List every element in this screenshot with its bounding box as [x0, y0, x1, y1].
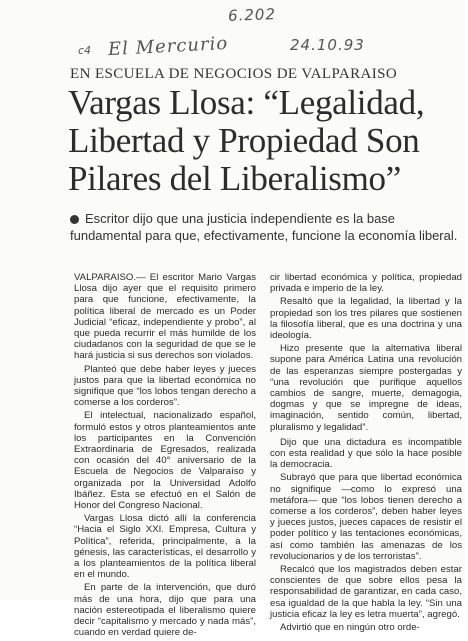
- article-headline: [68, 84, 468, 198]
- paragraph: Planteó que debe haber leyes y jueces justos para que la libertad económica no signifique que “los lobos tengan derecho a comerse a los corderos”.: [74, 363, 256, 409]
- handwritten-publication: El Mercurio: [107, 32, 229, 61]
- deck-text: Escritor dijo que una justicia independiente es la base fundamental para que, efectivamente, funcione la economía liberal.: [70, 211, 458, 243]
- paragraph: VALPARAISO.— El escritor Mario Vargas Llosa dijo ayer que el requisito primero para que funcione, efectivamente, la política liberal de mercado es un Poder Judicial “eficaz, independiente y probo”, al que pueda recurrir el más humilde de los ciudadanos con la seguridad de que se le hará justicia si sus derechos son violados.: [74, 272, 256, 362]
- paragraph: Subrayó que para que libertad económica no signifique —como lo expresó una metáfora— que “los lobos tienen derecho a comerse a los corderos”, deben haber leyes y jueces justos, jueces capaces de resistir el poder político y las tentaciones económicas, así como también las amenazas de los revolucionarios y de los terroristas”.: [270, 472, 462, 562]
- paragraph: Hizo presente que la alternativa liberal supone para América Latina una revolución de las esperanzas siempre postergadas y “una revolución que purifique aquellos cambios de sangre, muerte, demagogia, dogmas y que se impregne de ideas, imaginación, sentido común, libertad, pluralismo y legalidad”.: [270, 343, 462, 433]
- paragraph: El intelectual, nacionalizado español, formuló estos y otros planteamientos ante los participantes en la Convención Extraordinaria de Egresados, realizada con ocasión del 40° aniversario de la Escuela de Negocios de Valparaíso y organizada por la Universidad Adolfo Ibáñez. Esta se efectuó en el Salón de Honor del Congreso Nacional.: [74, 410, 256, 512]
- headline-line: Vargas Llosa: “Legalidad,: [68, 83, 425, 122]
- paragraph: En parte de la intervención, que duró más de una hora, dijo que para una nación estereotipada el liberalismo quiere decir “capitalismo y mercado y nada más”, cuando en verdad quiere de-: [74, 582, 256, 639]
- article-column-right: [270, 272, 462, 635]
- handwritten-code: 6.202: [227, 5, 277, 25]
- article-column-left: [74, 272, 256, 641]
- article-kicker: EN ESCUELA DE NEGOCIOS DE VALPARAISO: [70, 66, 398, 82]
- paragraph: Dijo que una dictadura es incompatible con esta realidad y que sólo la hace posible la democracia.: [270, 436, 462, 471]
- headline-line: Pilares del Liberalismo”: [68, 159, 401, 198]
- paragraph: Vargas Llosa dictó allí la conferencia “Hacia el Siglo XXI. Empresa, Cultura y Política”, referida, principalmente, a la génesis, las características, el desarrollo y a los planteamientos de la política liberal en el mundo.: [74, 513, 256, 581]
- handwritten-section: c4: [78, 44, 92, 57]
- handwritten-date: 24.10.93: [290, 36, 365, 54]
- paragraph: Resaltó que la legalidad, la libertad y la propiedad son los tres pilares que sostienen la filosofía liberal, que es una doctrina y una ideología.: [270, 296, 462, 342]
- bullet-icon: [70, 215, 79, 224]
- article-deck: [70, 210, 462, 244]
- paragraph: cir libertad económica y política, propiedad privada e imperio de la ley.: [270, 272, 462, 295]
- paragraph: Recalcó que los magistrados deben estar conscientes de que sobre ellos pesa la responsabilidad de garantizar, en cada caso, esa igualdad de la que habla la ley. “Sin una justicia eficaz la ley es letra muerta”, agregó.: [270, 564, 462, 620]
- headline-line: Libertad y Propiedad Son: [68, 121, 420, 160]
- paragraph: Advirtió que en ningún otro orde-: [280, 622, 420, 634]
